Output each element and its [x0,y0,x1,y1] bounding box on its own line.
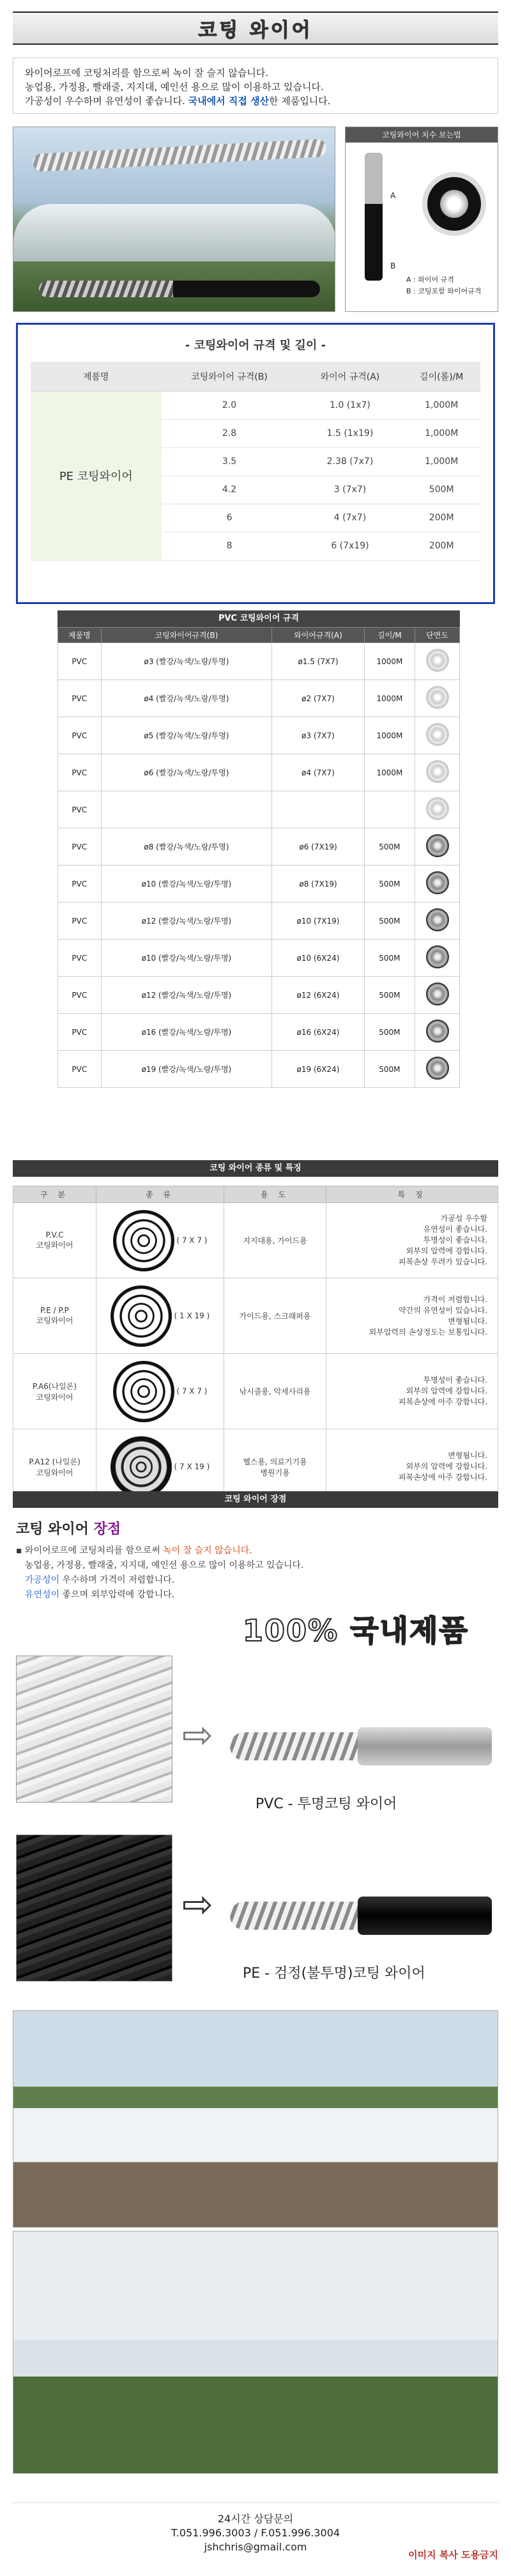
product-name: PE 코팅와이어 [31,391,162,560]
pvc-wire-image [230,1713,492,1783]
strength-line-3 [16,1573,304,1588]
type-kind: ( 7 X 7 ) [176,1236,208,1245]
table-cell: 6 [162,504,298,532]
cross-section-cell [415,791,460,828]
copy-notice: 이미지 복사 도용금지 [408,2549,498,2561]
pvc-header: 코팅와이어규격(B) [101,628,272,643]
wire-strand [230,1732,370,1760]
cross-section-icon [426,871,449,894]
contact-title: 24시간 상담문의 [217,2513,294,2525]
pvc-header: 단면도 [415,628,460,643]
table-cell: 500M [364,865,415,903]
table-cell: 500M [364,1051,415,1088]
table-cell: ø8 (7X19) [272,865,365,903]
table-cell: PVC [58,977,102,1014]
types-section-bar: 코팅 와이어 종류 및 특징 [13,1160,498,1177]
hero-image [13,127,335,312]
types-header: 용 도 [224,1186,326,1203]
table-cell: ø6 (빨강/녹색/노랑/투명) [101,754,272,791]
table-cell: ø10 (6X24) [272,940,365,977]
table-cell: ø12 (빨강/녹색/노랑/투명) [101,977,272,1014]
cross-section-cell [415,1051,460,1088]
strength-line-3-hl: 가공성이 [25,1575,60,1585]
size-table [31,362,480,561]
size-table-title: - 코팅와이어 규격 및 길이 - [185,339,326,352]
intro-highlight: 국내에서 직접 생산 [188,95,270,107]
intro-line-3-pre: 가공성이 우수하며 유연성이 좋습니다. [25,95,185,107]
strength-section-bar: 코팅 와이어 장점 [13,1491,498,1508]
cross-section-cell [415,643,460,680]
greenhouse-field-photo-2 [13,2231,498,2474]
wire-coating [358,1897,492,1935]
table-cell [364,791,415,828]
table-cell: PVC [58,1014,102,1051]
table-cell: ø4 (7X7) [272,754,365,791]
table-cell: PVC [58,754,102,791]
pvc-header: 와이어규격(A) [272,628,365,643]
strength-title-em: 장점 [93,1521,121,1537]
type-use: 지지대용, 가이드용 [224,1203,326,1278]
table-cell: 500M [402,476,480,504]
strength-title-pre: 코팅 와이어 [16,1521,94,1537]
table-cell: 1000M [364,643,415,680]
table-row [58,828,460,865]
intro-line-2: 농업용, 가정용, 빨래줄, 지지대, 예인선 용으로 많이 이용하고 있습니다. [25,81,324,93]
table-row [58,754,460,791]
type-name: P.A12 (나일론) 코팅와이어 [13,1429,96,1505]
table-row [13,1278,498,1354]
cross-section-cell [415,977,460,1014]
strength-title [16,1518,121,1538]
cross-section-icon [426,686,449,709]
table-cell: 1,000M [402,447,480,476]
table-cell: 6 (7x19) [298,532,403,560]
table-cell: 1,000M [402,391,480,419]
types-header: 구 분 [13,1186,96,1203]
table-cell: ø1.5 (7X7) [272,643,365,680]
pe-caption: PE - 검정(불투명)코팅 와이어 [243,1966,425,1982]
type-use: 헬스용, 의료기기용 병원기용 [224,1429,326,1505]
spec-label-b: B [390,261,396,270]
strength-line-1-pre: 와이어로프에 코팅처리를 함으로써 [24,1546,164,1556]
table-row [58,717,460,754]
types-table [13,1186,498,1505]
table-cell: ø2 (7X7) [272,680,365,717]
strength-line-1-hl: 녹이 잘 슬지 않습니다. [163,1546,252,1556]
cross-section-cell [415,828,460,865]
types-header: 종 류 [96,1186,224,1203]
table-cell [272,791,365,828]
type-kind: ( 1 X 19 ) [174,1311,210,1320]
arrow-right-icon: ⇨ [182,1882,213,1926]
table-cell: ø12 (빨강/녹색/노랑/투명) [101,903,272,940]
spec-label-a: A [390,191,396,200]
arrow-right-icon: ⇨ [182,1713,213,1757]
cross-section-icon [426,723,449,746]
table-cell: PVC [58,1051,102,1088]
table-cell: 3 (7x7) [298,476,403,504]
table-row [58,940,460,977]
type-kind: ( 7 X 19 ) [174,1462,210,1471]
strength-line-4 [16,1588,304,1602]
size-header: 제품명 [31,362,162,391]
table-cell: PVC [58,828,102,865]
cross-section-cell [415,754,460,791]
table-cell: 1000M [364,717,415,754]
table-row [58,865,460,903]
size-header: 코팅와이어 규격(B) [162,362,298,391]
page-title: 코팅 와이어 [198,19,313,42]
greenhouse-image [13,204,335,261]
table-cell: ø19 (6X24) [272,1051,365,1088]
size-header: 와이어 규격(A) [298,362,403,391]
table-cell: 1,000M [402,419,480,447]
cross-section-icon [426,649,449,672]
table-cell: PVC [58,791,102,828]
table-cell: 500M [364,828,415,865]
table-cell: PVC [58,680,102,717]
pvc-header: 길이/M [364,628,415,643]
table-cell: ø19 (빨강/녹색/노랑/투명) [101,1051,272,1088]
spec-legend [406,274,481,297]
greenhouse-field-photo [13,2010,498,2228]
table-cell: ø10 (빨강/녹색/노랑/투명) [101,940,272,977]
table-row [13,1203,498,1278]
cross-section-icon [111,1285,172,1347]
strength-line-3-post: 우수하며 가격이 저렴합니다. [59,1575,175,1585]
table-cell: ø3 (7X7) [272,717,365,754]
intro-line-3 [25,94,486,108]
table-cell: 200M [402,504,480,532]
cross-section-icon [426,982,449,1005]
table-cell: 1.5 (1x19) [298,419,403,447]
pe-wire-coil-image [16,1835,172,1982]
table-row [58,1051,460,1088]
wire-coating [358,1727,492,1765]
table-cell: PVC [58,940,102,977]
table-row [58,903,460,940]
wire-cable-image [33,139,327,172]
table-cell: 2.38 (7x7) [298,447,403,476]
table-cell: ø5 (빨강/녹색/노랑/투명) [101,717,272,754]
strength-line-4-post: 좋으며 외부압력에 강합니다. [59,1590,175,1600]
size-header: 길이(롤)/M [402,362,480,391]
pe-wire-image [230,1882,492,1953]
footer [13,2502,498,2566]
cross-section-cell [415,1014,460,1051]
pvc-table-caption: PVC 코팅와이어 규격 [57,610,460,627]
type-feature: 투명성이 좋습니다. 외부의 압력에 강합니다. 피복손상에 아주 강합니다. [326,1354,498,1429]
contact-phone: T.051.996.3003 / F.051.996.3004 [171,2527,340,2539]
table-cell: 1.0 (1x7) [298,391,403,419]
vertical-cable-image [365,153,383,281]
table-row [58,680,460,717]
pvc-wire-coil-image [16,1656,172,1803]
type-kind-cell [96,1203,224,1278]
type-kind-cell [96,1278,224,1354]
type-name: P.E / P.P 코팅와이어 [13,1278,96,1354]
table-row [58,643,460,680]
table-row [58,977,460,1014]
table-row [31,391,480,419]
strength-line-1: ▪ 와이어로프에 코팅처리를 함으로써 녹이 잘 슬지 않습니다. [16,1546,252,1556]
table-cell: 3.5 [162,447,298,476]
size-table-box [16,323,495,604]
table-cell: ø16 (6X24) [272,1014,365,1051]
type-use: 가이드용, 스크래퍼용 [224,1278,326,1354]
cross-section-icon [426,797,449,820]
cross-section-icon [111,1436,172,1498]
cross-section-cell [415,865,460,903]
table-cell: 2.0 [162,391,298,419]
cross-section-cell [415,680,460,717]
table-cell: ø3 (빨강/녹색/노랑/투명) [101,643,272,680]
table-cell: ø10 (빨강/녹색/노랑/투명) [101,865,272,903]
cross-section-icon [426,945,449,968]
title-banner [13,12,498,45]
table-cell: 1000M [364,680,415,717]
table-cell: ø16 (빨강/녹색/노랑/투명) [101,1014,272,1051]
intro-line-3-post: 한 제품입니다. [269,95,331,107]
table-cell: PVC [58,717,102,754]
table-cell: PVC [58,865,102,903]
type-name: P.A6(나일론) 코팅와이어 [13,1354,96,1429]
table-cell: 2.8 [162,419,298,447]
wire-strand [230,1902,370,1930]
type-feature: 변형됩니다. 외부의 압력에 강합니다. 피복손상에 아주 강합니다. [326,1429,498,1505]
table-row [58,1014,460,1051]
table-cell: 1000M [364,754,415,791]
table-cell: ø8 (빨강/녹색/노랑/투명) [101,828,272,865]
table-cell [101,791,272,828]
table-cell: ø10 (7X19) [272,903,365,940]
strength-line-2: 농업용, 가정용, 빨래줄, 지지대, 예인선 용으로 많이 이용하고 있습니다. [25,1560,304,1571]
intro-box [13,58,498,114]
spec-figure-title: 코팅와이어 치수 보는법 [346,127,498,143]
pvc-header: 제품명 [58,628,102,643]
type-use: 낚시줄용, 악세사리용 [224,1354,326,1429]
table-cell: ø12 (6X24) [272,977,365,1014]
table-cell: 8 [162,532,298,560]
table-cell: 200M [402,532,480,560]
cross-section-icon [426,908,449,931]
cross-section-cell [415,717,460,754]
contact-email[interactable]: jshchris@gmail.com [204,2541,307,2553]
type-kind: ( 7 X 7 ) [176,1386,208,1395]
cross-section-icon [113,1361,174,1422]
table-row [58,791,460,828]
cross-section-cell [415,940,460,977]
table-cell: ø6 (7X19) [272,828,365,865]
spec-figure [345,127,498,312]
cross-section-icon [426,834,449,857]
table-cell: 500M [364,977,415,1014]
table-cell: PVC [58,643,102,680]
strength-line-4-hl: 유연성이 [25,1590,60,1600]
table-cell: 500M [364,940,415,977]
cross-section-cell [415,903,460,940]
made-in-korea-banner: 100% 국내제품 [243,1613,469,1648]
table-cell: PVC [58,903,102,940]
table-cell: 500M [364,1014,415,1051]
pvc-caption: PVC - 투명코팅 와이어 [256,1796,397,1812]
coated-cable-black [173,281,320,297]
cross-section-icon [422,172,486,236]
cross-section-icon [426,1020,449,1043]
strength-text [16,1544,304,1602]
type-feature: 가격이 저렴합니다. 약간의 유연성이 있습니다. 변형됩니다. 외부압력의 손상정도는 보통입니다. [326,1278,498,1354]
table-cell: 4 (7x7) [298,504,403,532]
spec-legend-b: B : 코팅포함 와이어규격 [406,287,482,295]
cross-section-icon [113,1210,174,1271]
type-feature: 가공성 우수함 유연성이 좋습니다. 투명성이 좋습니다. 외부의 압력에 강합니다. 피복손상 우려가 있습니다. [326,1203,498,1278]
types-header: 특 징 [326,1186,498,1203]
type-name: P.V.C 코팅와이어 [13,1203,96,1278]
table-cell: 4.2 [162,476,298,504]
table-cell: 500M [364,903,415,940]
cross-section-icon [426,760,449,783]
table-cell: ø4 (빨강/녹색/노랑/투명) [101,680,272,717]
intro-line-1: 와이어로프에 코팅처리를 함으로써 녹이 잘 슬지 않습니다. [25,67,269,79]
pvc-spec-table [57,610,460,1088]
spec-legend-a: A : 와이어 규격 [406,275,454,284]
type-kind-cell [96,1354,224,1429]
table-row [13,1354,498,1429]
cross-section-icon [426,1057,449,1080]
